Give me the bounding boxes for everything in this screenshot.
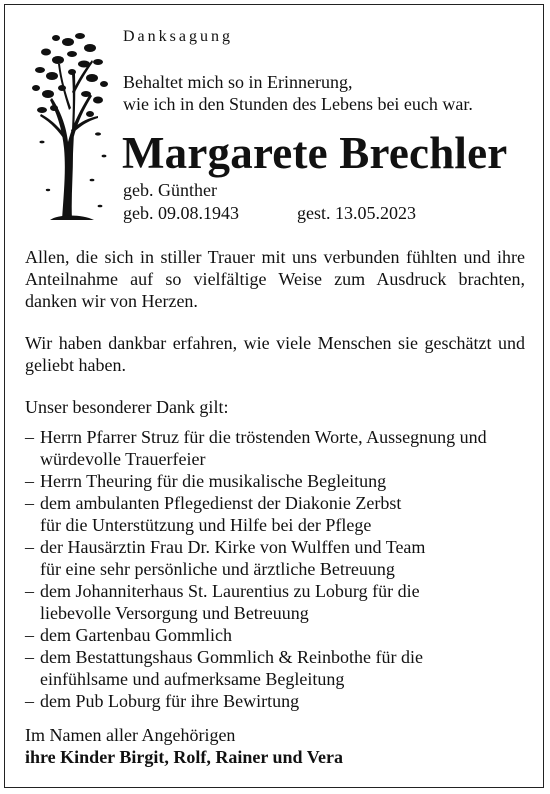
memorial-quote-line: wie ich in den Stunden des Lebens bei euch war.	[123, 94, 473, 114]
list-item	[25, 492, 530, 536]
list-item	[25, 690, 530, 712]
tree-icon	[28, 30, 114, 226]
dash: –	[25, 625, 34, 645]
thanks-list	[25, 426, 530, 712]
signers: ihre Kinder Birgit, Rolf, Rainer und Vera	[25, 747, 344, 767]
list-item-line: dem Gartenbau Gommlich	[40, 625, 232, 645]
dash: –	[25, 537, 34, 557]
list-item-line: dem Johanniterhaus St. Laurentius zu Loburg für die	[40, 581, 420, 601]
memorial-quote-line: Behaltet mich so in Erinnerung,	[123, 72, 353, 92]
dash: –	[25, 691, 34, 711]
thanks-paragraph: Allen, die sich in stiller Trauer mit uns verbunden fühlten und ihre Anteilnahme auf so vielfältige Weise zum Ausdruck brachten, danken wir von Herzen.	[25, 247, 525, 311]
list-item	[25, 426, 530, 470]
death-date: gest. 13.05.2023	[297, 203, 416, 223]
list-item-line: Herrn Pfarrer Struz für die tröstenden Worte, Aussegnung und	[40, 427, 487, 447]
list-item	[25, 580, 530, 624]
appreciation-paragraph: Wir haben dankbar erfahren, wie viele Menschen sie geschätzt und geliebt haben.	[25, 333, 525, 375]
list-item-line: für die Unterstützung und Hilfe bei der Pflege	[40, 515, 372, 535]
list-item	[25, 624, 530, 646]
dash: –	[25, 581, 34, 601]
list-item-line: würdevolle Trauerfeier	[40, 449, 206, 469]
birth-date: geb. 09.08.1943	[123, 203, 239, 223]
thanks-intro: Unser besonderer Dank gilt:	[25, 397, 229, 417]
list-item	[25, 470, 530, 492]
list-item-line: Herrn Theuring für die musikalische Begleitung	[40, 471, 387, 491]
list-item-line: einfühlsame und aufmerksame Begleitung	[40, 669, 345, 689]
dash: –	[25, 471, 34, 491]
list-item-line: dem Bestattungshaus Gommlich & Reinbothe für die	[40, 647, 423, 667]
maiden-name: geb. Günther	[123, 180, 217, 200]
closing-line: Im Namen aller Angehörigen	[25, 725, 236, 745]
deceased-name: Margarete Brechler	[122, 128, 508, 178]
list-item-line: dem ambulanten Pflegedienst der Diakonie Zerbst	[40, 493, 402, 513]
dash: –	[25, 647, 34, 667]
list-item-line: dem Pub Loburg für ihre Bewirtung	[40, 691, 300, 711]
dash: –	[25, 427, 34, 447]
list-item	[25, 646, 530, 690]
list-item-line: für eine sehr persönliche und ärztliche Betreuung	[40, 559, 395, 579]
list-item	[25, 536, 530, 580]
list-item-line: liebevolle Versorgung und Betreuung	[40, 603, 309, 623]
list-item-line: der Hausärztin Frau Dr. Kirke von Wulffen und Team	[40, 537, 426, 557]
notice-heading: Danksagung	[123, 28, 233, 45]
dash: –	[25, 493, 34, 513]
memorial-quote	[123, 71, 473, 115]
